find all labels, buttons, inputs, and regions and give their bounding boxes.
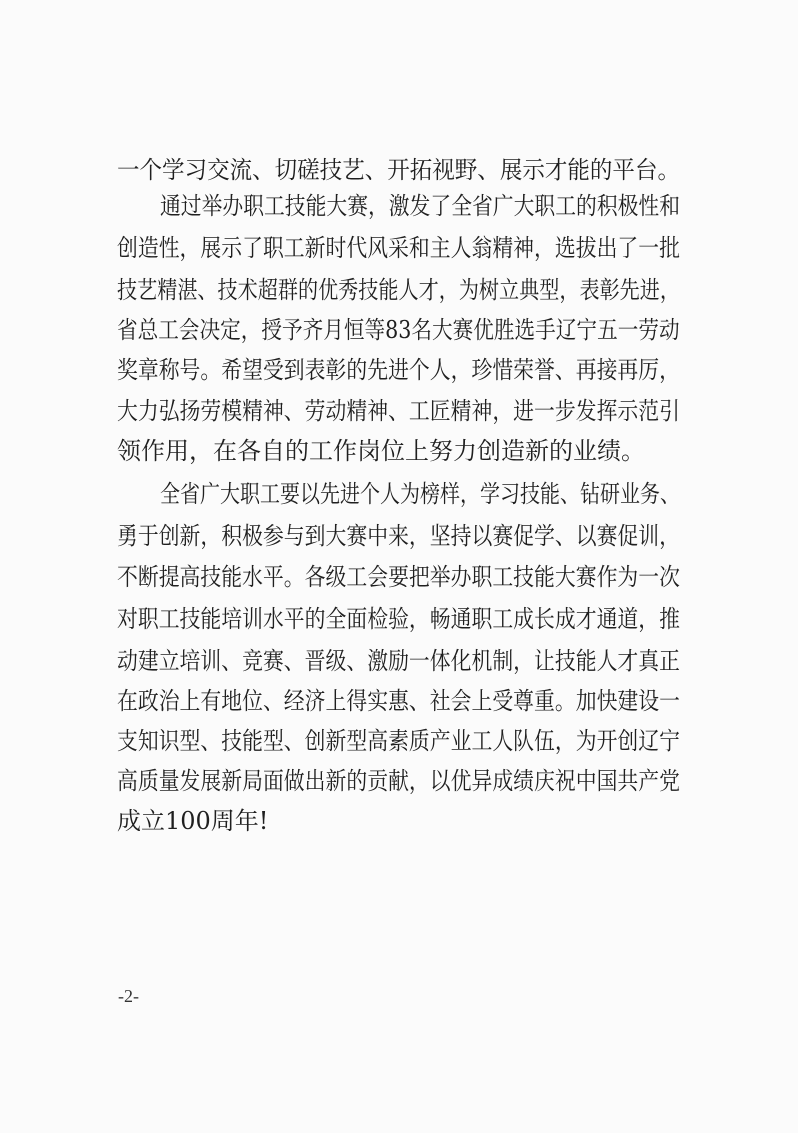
- paragraph-line: 对职工技能培训水平的全面检验，畅通职工成长成才通道，推: [117, 605, 680, 633]
- paragraph-line: 大力弘扬劳模精神、劳动精神、工匠精神，进一步发挥示范引: [117, 397, 680, 425]
- paragraph-line: 一个学习交流、切磋技艺、开拓视野、展示才能的平台。: [117, 156, 680, 184]
- paragraph-line: 奖章称号。希望受到表彰的先进个人，珍惜荣誉、再接再厉，: [117, 356, 680, 384]
- paragraph-line: 在政治上有地位、经济上得实惠、社会上受尊重。加快建设一: [117, 687, 680, 715]
- paragraph-line: 勇于创新，积极参与到大赛中来，坚持以赛促学、以赛促训，: [117, 522, 680, 550]
- paragraph-line: 动建立培训、竞赛、晋级、激励一体化机制，让技能人才真正: [117, 647, 680, 675]
- paragraph-line: 通过举办职工技能大赛，激发了全省广大职工的积极性和: [160, 192, 681, 220]
- paragraph-line: 创造性，展示了职工新时代风采和主人翁精神，选拔出了一批: [117, 234, 680, 262]
- paragraph-line: 领作用，在各自的工作岗位上努力创造新的业绩。: [117, 437, 645, 465]
- paragraph-line: 不断提高技能水平。各级工会要把举办职工技能大赛作为一次: [117, 563, 680, 591]
- paragraph-line: 全省广大职工要以先进个人为榜样，学习技能、钻研业务、: [160, 480, 680, 508]
- paragraph-line: 省总工会决定，授予齐月恒等83名大赛优胜选手辽宁五一劳动: [117, 316, 680, 344]
- paragraph-line: 支知识型、技能型、创新型高素质产业工人队伍，为开创辽宁: [117, 727, 680, 755]
- paragraph-line: 成立100周年!: [117, 807, 269, 835]
- paragraph-line: 高质量发展新局面做出新的贡献，以优异成绩庆祝中国共产党: [117, 767, 680, 795]
- paragraph-line: 技艺精湛、技术超群的优秀技能人才，为树立典型，表彰先进，: [117, 276, 681, 304]
- page-number: -2-: [118, 986, 139, 1006]
